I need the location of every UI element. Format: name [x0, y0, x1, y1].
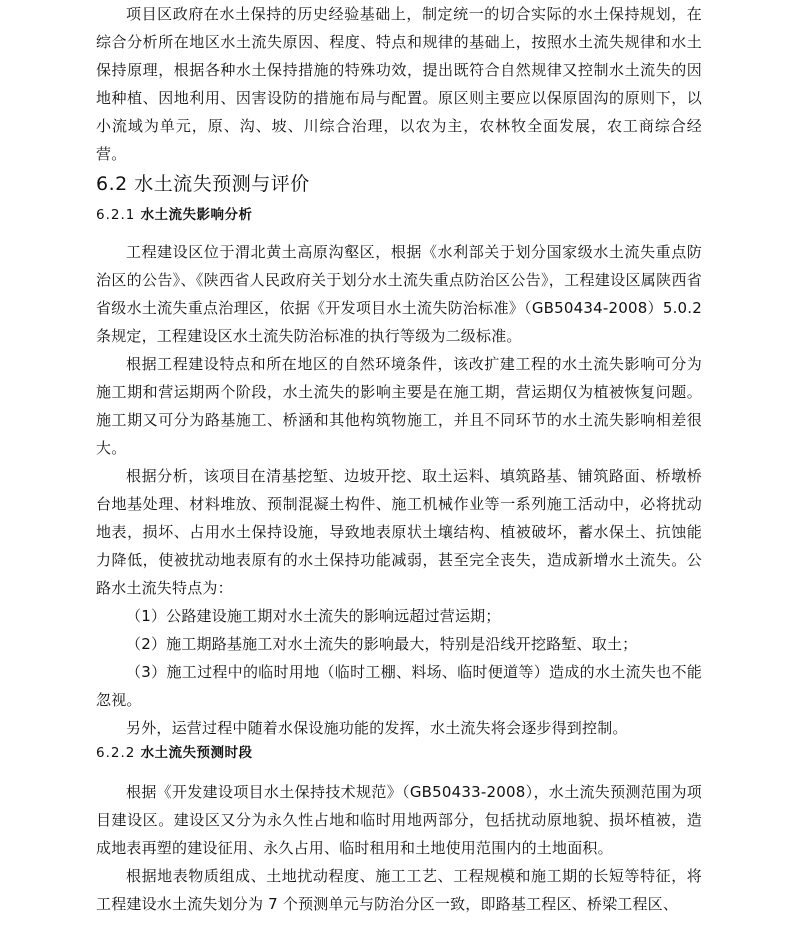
list-item: （2）施工期路基施工对水土流失的影响最大，特别是沿线开挖路堑、取土；: [126, 635, 638, 653]
document-page: [96, 0, 702, 918]
subsection-number: 6.2.1: [96, 207, 136, 223]
closing-paragraph: 另外，运营过程中随着水保设施功能的发挥，水土流失将会逐步得到控制。: [126, 719, 628, 737]
list-item: （3）施工过程中的临时用地（临时工棚、料场、临时便道等）造成的水土流失也不能忽视。: [96, 663, 702, 709]
paragraph: 根据分析，该项目在清基挖堑、边坡开挖、取土运料、填筑路基、铺筑路面、桥墩桥台地基处理、材料堆放、预制混凝土构件、施工机械作业等一系列施工活动中，必将扰动地表，损坏、占用水土保持设施，导致地表原状土壤结构、植被破坏，蓄水保土、抗蚀能力降低，使被扰动地表原有的水土保持功能减弱，甚至完全丧失，造成新增水土流失。公路水土流失特点为：: [96, 467, 702, 597]
subsection-title: 水土流失预测时段: [140, 745, 253, 761]
paragraph: 根据工程建设特点和所在地区的自然环境条件，该改扩建工程的水土流失影响可分为施工期和营运期两个阶段，水土流失的影响主要是在施工期，营运期仅为植被恢复问题。施工期又可分为路基施工、桥涵和其他构筑物施工，并且不同环节的水土流失影响相差很大。: [96, 355, 702, 457]
subsection-heading-6-2-2: [96, 742, 702, 764]
list-item: （1）公路建设施工期对水土流失的影响远超过营运期；: [126, 607, 501, 625]
paragraph: 根据《开发建设项目水土保持技术规范》（GB50433-2008），水土流失预测范围为项目建设区。建设区又分为永久性占地和临时用地两部分，包括扰动原地貌、损坏植被，造成地表再塑的建设征用、永久占用、临时租用和土地使用范围内的土地面积。: [96, 783, 702, 857]
subsection-heading-6-2-1: [96, 204, 702, 226]
subsection-title: 水土流失影响分析: [140, 207, 253, 223]
paragraph: 根据地表物质组成、土地扰动程度、施工工艺、工程规模和施工期的长短等特征，将工程建设水土流失划分为 7 个预测单元与防治分区一致，即路基工程区、桥梁工程区、: [96, 867, 702, 913]
subsection-number: 6.2.2: [96, 745, 136, 761]
section-heading-6-2: 6.2 水土流失预测与评价: [96, 173, 310, 195]
paragraph: 工程建设区位于渭北黄土高原沟壑区，根据《水利部关于划分国家级水土流失重点防治区的公告》、《陕西省人民政府关于划分水土流失重点防治区公告》，工程建设区属陕西省省级水土流失重点治理区，依据《开发项目水土流失防治标准》（GB50434-2008）5.0.2 条规定，工程建设区水土流失防治标准的执行等级为二级标准。: [96, 243, 702, 345]
intro-paragraph: 项目区政府在水土保持的历史经验基础上，制定统一的切合实际的水土保持规划，在综合分析所在地区水土流失原因、程度、特点和规律的基础上，按照水土流失规律和水土保持原理，根据各种水土保持措施的特殊功效，提出既符合自然规律又控制水土流失的因地种植、因地利用、因害设防的措施布局与配置。原区则主要应以保原固沟的原则下，以小流域为单元，原、沟、坡、川综合治理，以农为主，农林牧全面发展，农工商综合经营。: [96, 5, 702, 163]
